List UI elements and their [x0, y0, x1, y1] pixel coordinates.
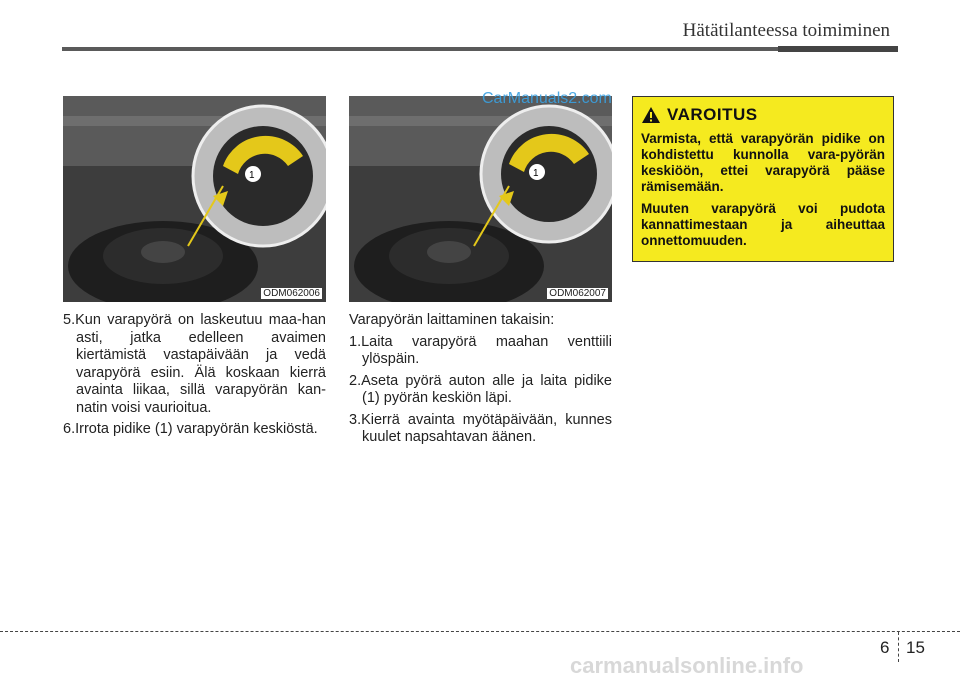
page-number: 15: [906, 638, 925, 657]
page-separator: [898, 632, 899, 662]
header-rule: [62, 47, 898, 51]
warning-text-1: Varmista, että varapyörän pidike on kohdistettu kunnolla vara-pyörän keskiöön, ettei varapyörä pääse rämisemään.: [641, 131, 885, 194]
tire-illustration: [63, 96, 326, 302]
figure-code: ODM062007: [549, 288, 606, 299]
warning-box: [632, 96, 894, 262]
svg-text:1: 1: [533, 168, 539, 179]
step-3: 3.Kierrä avainta myötäpäivään, kunnes kuulet napsahtavan äänen.: [349, 411, 612, 445]
watermark: CarManuals2.com: [482, 90, 612, 107]
chapter-number: 6: [880, 638, 890, 657]
svg-text:1: 1: [249, 170, 255, 181]
column-2: [349, 312, 612, 451]
footer-rule: [0, 631, 960, 632]
warning-header: [641, 105, 885, 125]
step-1: 1.Laita varapyörä maahan venttiili ylöspäin.: [349, 333, 612, 367]
figure-spare-tire-lowered: [63, 96, 326, 302]
step-6: 6.Irrota pidike (1) varapyörän keskiöstä.: [63, 421, 318, 437]
header-title: Hätätilanteessa toimiminen: [682, 20, 890, 41]
warning-triangle-icon: [641, 106, 661, 124]
warning-text-2: Muuten varapyörä voi pudota kannattimestaan ja aiheuttaa onnettomuuden.: [641, 201, 885, 248]
tire-illustration: [349, 96, 612, 302]
step-5: 5.Kun varapyörä on laskeutuu maa-han asti, jatka edelleen avaimen kiertämistä vastapäivään ja vedä varapyörä esiin. Älä koskaan kierrä avainta liikaa, sillä varapyörän kan-natin voisi vaurioitua.: [63, 312, 326, 416]
figure-code: ODM062006: [263, 288, 320, 299]
figure-spare-tire-install: [349, 96, 612, 302]
site-watermark: carmanualsonline.info: [570, 653, 804, 678]
step-2: 2.Aseta pyörä auton alle ja laita pidike (1) pyörän keskiön läpi.: [349, 372, 612, 406]
section-heading: Varapyörän laittaminen takaisin:: [349, 312, 555, 328]
warning-title: VAROITUS: [667, 105, 758, 124]
column-1: [63, 312, 326, 443]
